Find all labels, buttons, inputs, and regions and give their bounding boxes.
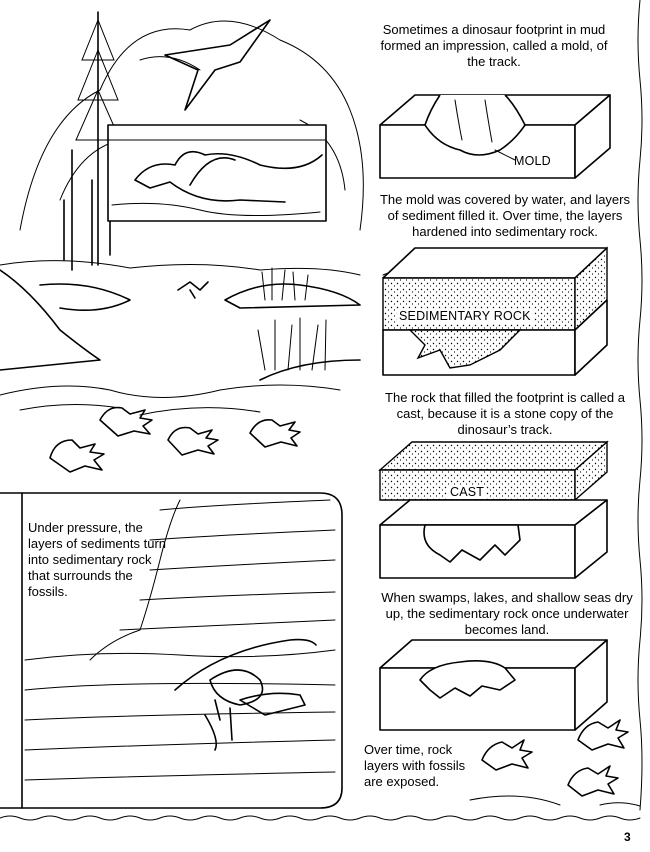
hadrosaur-inset [108,125,326,221]
label-cast: CAST [450,485,485,499]
dry-land-block [380,640,607,730]
exposed-footprints [470,720,640,806]
label-sedimentary-rock: SEDIMENTARY ROCK [399,309,531,323]
caption-dry-land: When swamps, lakes, and shallow seas dry up, the sedimentary rock once underwater becomes land. [381,590,633,637]
mold-block [380,95,610,178]
caption-exposed: Over time, rock layers with fossils are exposed. [364,742,466,789]
label-mold: MOLD [514,154,551,168]
footprints-shore [50,408,300,473]
caption-mold: Sometimes a dinosaur footprint in mud formed an impression, called a mold, of the track. [380,22,608,69]
caption-pressure: Under pressure, the layers of sediments turn into sedimentary rock that surrounds the fossils. [28,520,167,599]
cast-block [380,442,607,578]
caption-water: The mold was covered by water, and layers of sediment filled it. Over time, the layers hardened into sedimentary rock. [379,192,630,239]
swamp-scene [0,12,363,472]
caption-cast: The rock that filled the footprint is called a cast, because it is a stone copy of the dinosaur’s track. [385,390,625,437]
page-number: 3 [624,830,631,844]
